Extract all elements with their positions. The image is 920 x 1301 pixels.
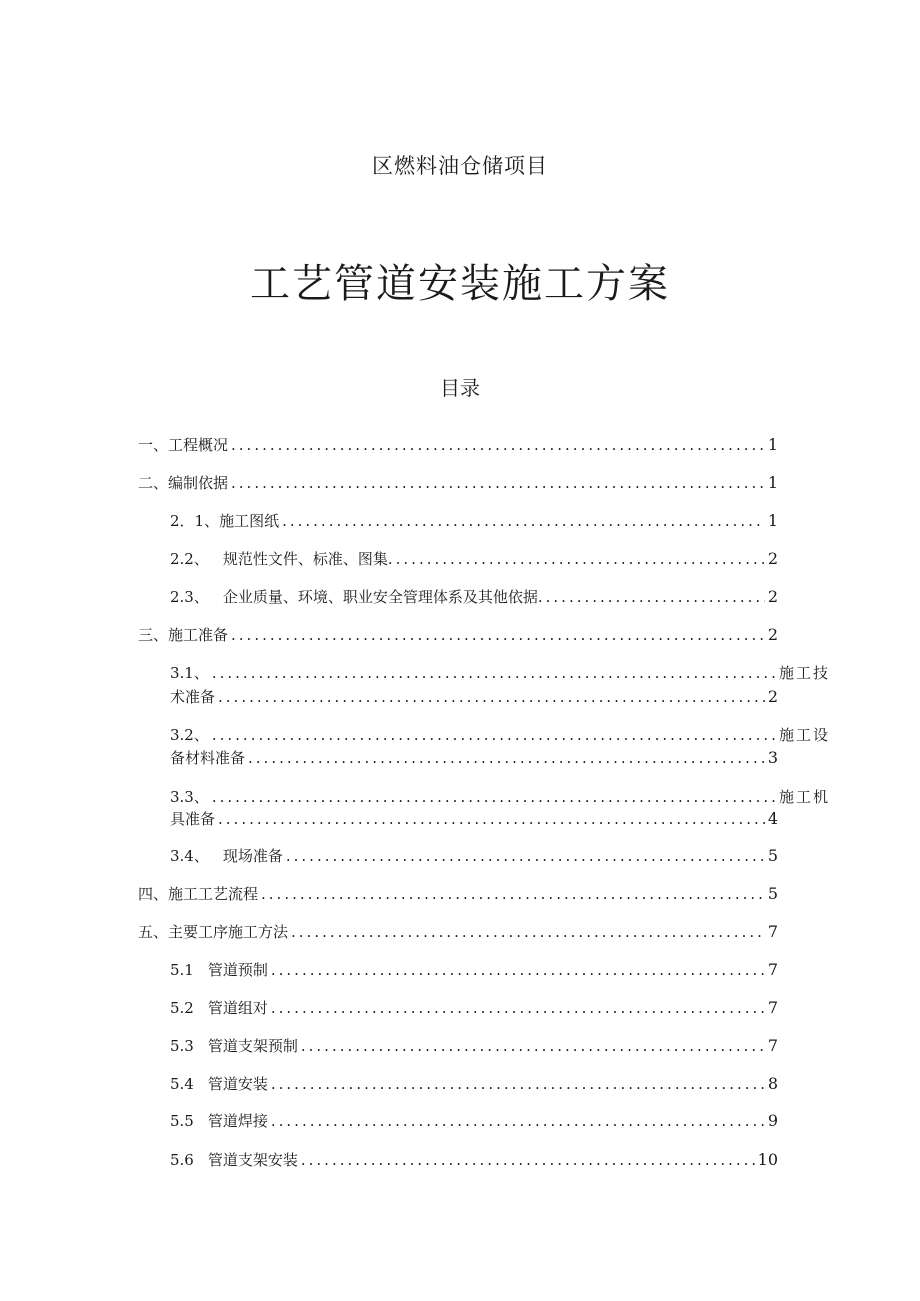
toc-entry-number: 3.2、: [170, 726, 209, 744]
toc-entry-label: 施工技: [778, 664, 830, 682]
toc-entry[interactable]: [138, 472, 778, 494]
toc-entry-label: 企业质量、环境、职业安全管理体系及其他依据.: [222, 588, 543, 606]
toc-dot-leader: [212, 662, 776, 684]
toc-entry-label: 现场准备: [222, 847, 283, 865]
toc-entry-number: 3.4、: [170, 847, 209, 865]
toc-entry-label: 2．1、施工图纸: [170, 512, 280, 530]
toc-dot-leader: [231, 472, 765, 494]
toc-entry-number: 5.5: [170, 1112, 194, 1130]
toc-page-number: 9: [767, 1111, 778, 1130]
toc-entry-label: 规范性文件、标准、图集.: [222, 550, 393, 568]
toc-page-number: 7: [767, 998, 778, 1017]
toc-page-number: 1: [767, 511, 778, 530]
toc-dot-leader: [231, 624, 765, 646]
toc-page-number: 7: [767, 1036, 778, 1055]
toc-entry-label: 管道组对: [207, 999, 268, 1017]
toc-entry[interactable]: [170, 1149, 778, 1171]
toc-dot-leader: [546, 586, 765, 608]
toc-entry[interactable]: [138, 434, 778, 456]
toc-entry-label: 三、施工准备: [138, 626, 229, 644]
toc-entry-number: 3.1、: [170, 664, 209, 682]
toc-entry-continuation[interactable]: [170, 747, 778, 769]
toc-page-number: 1: [767, 435, 778, 454]
toc-entry-label: 具准备: [170, 810, 216, 828]
toc-entry[interactable]: [170, 586, 778, 608]
toc-page-number: 2: [767, 549, 778, 568]
toc-heading: 目录: [440, 376, 480, 400]
toc-page-number: 5: [767, 884, 778, 903]
toc-entry-label: 备材料准备: [170, 749, 246, 767]
toc-page-number: 5: [767, 846, 778, 865]
toc-entry[interactable]: [138, 624, 778, 646]
toc-dot-leader: [271, 997, 765, 1019]
toc-entry-label: 管道焊接: [207, 1112, 268, 1130]
toc-entry-number: 5.1: [170, 961, 194, 979]
toc-entry-number: 5.6: [170, 1151, 194, 1169]
toc-entry[interactable]: [170, 548, 778, 570]
toc-entry[interactable]: [170, 786, 830, 808]
toc-entry-label: 管道预制: [207, 961, 268, 979]
toc-dot-leader: [248, 747, 765, 769]
toc-entry[interactable]: [170, 959, 778, 981]
toc-entry[interactable]: [138, 883, 778, 905]
toc-entry-label: 施工机: [778, 788, 830, 806]
toc-dot-leader: [212, 724, 776, 746]
toc-dot-leader: [261, 883, 765, 905]
toc-entry-number: 5.3: [170, 1037, 194, 1055]
toc-page-number: 8: [767, 1074, 778, 1093]
toc-page-number: 2: [767, 625, 778, 644]
toc-entry-label: 施工设: [778, 726, 830, 744]
toc-entry-continuation[interactable]: [170, 808, 778, 830]
toc-entry-label: 术准备: [170, 688, 216, 706]
toc-entry[interactable]: [170, 662, 830, 684]
toc-page-number: 2: [767, 687, 778, 706]
toc-dot-leader: [271, 1110, 765, 1132]
toc-page-number: 1: [767, 473, 778, 492]
toc-dot-leader: [218, 686, 765, 708]
toc-entry-number: 3.3、: [170, 788, 209, 806]
toc-entry[interactable]: [170, 845, 778, 867]
toc-entry-label: 四、施工工艺流程: [138, 885, 259, 903]
toc-entry[interactable]: [170, 1035, 778, 1057]
toc-dot-leader: [212, 786, 776, 808]
toc-dot-leader: [291, 921, 765, 943]
toc-entry-number: 2.3、: [170, 588, 209, 606]
toc-dot-leader: [271, 1073, 765, 1095]
toc-dot-leader: [286, 845, 765, 867]
toc-entry[interactable]: [170, 1073, 778, 1095]
toc-page-number: 10: [757, 1150, 778, 1169]
toc-entry-number: 2.2、: [170, 550, 209, 568]
toc-dot-leader: [271, 959, 765, 981]
toc-entry-label: 一、工程概况: [138, 436, 229, 454]
toc-page-number: 4: [767, 809, 778, 828]
toc-entry-label: 管道支架安装: [207, 1151, 298, 1169]
toc-entry[interactable]: [170, 1110, 778, 1132]
toc-page-number: 7: [767, 922, 778, 941]
toc-page-number: 7: [767, 960, 778, 979]
toc-entry[interactable]: [170, 510, 778, 532]
toc-entry[interactable]: [170, 997, 778, 1019]
toc-entry-label: 管道支架预制: [207, 1037, 298, 1055]
toc-dot-leader: [396, 548, 765, 570]
toc-entry-label: 五、主要工序施工方法: [138, 923, 289, 941]
toc-entry[interactable]: [138, 921, 778, 943]
toc-entry-label: 管道安装: [207, 1075, 268, 1093]
toc-entry-label: 二、编制依据: [138, 474, 229, 492]
toc-entry-continuation[interactable]: [170, 686, 778, 708]
toc-entry-number: 5.4: [170, 1075, 194, 1093]
toc-dot-leader: [282, 510, 765, 532]
document-title: 工艺管道安装施工方案: [250, 261, 670, 307]
project-title: 区燃料油仓储项目: [372, 154, 548, 178]
toc-dot-leader: [301, 1149, 755, 1171]
toc-entry-number: 5.2: [170, 999, 194, 1017]
toc-dot-leader: [301, 1035, 765, 1057]
toc-page-number: 3: [767, 748, 778, 767]
toc-dot-leader: [218, 808, 765, 830]
toc-entry[interactable]: [170, 724, 830, 746]
toc-page-number: 2: [767, 587, 778, 606]
toc-dot-leader: [231, 434, 765, 456]
